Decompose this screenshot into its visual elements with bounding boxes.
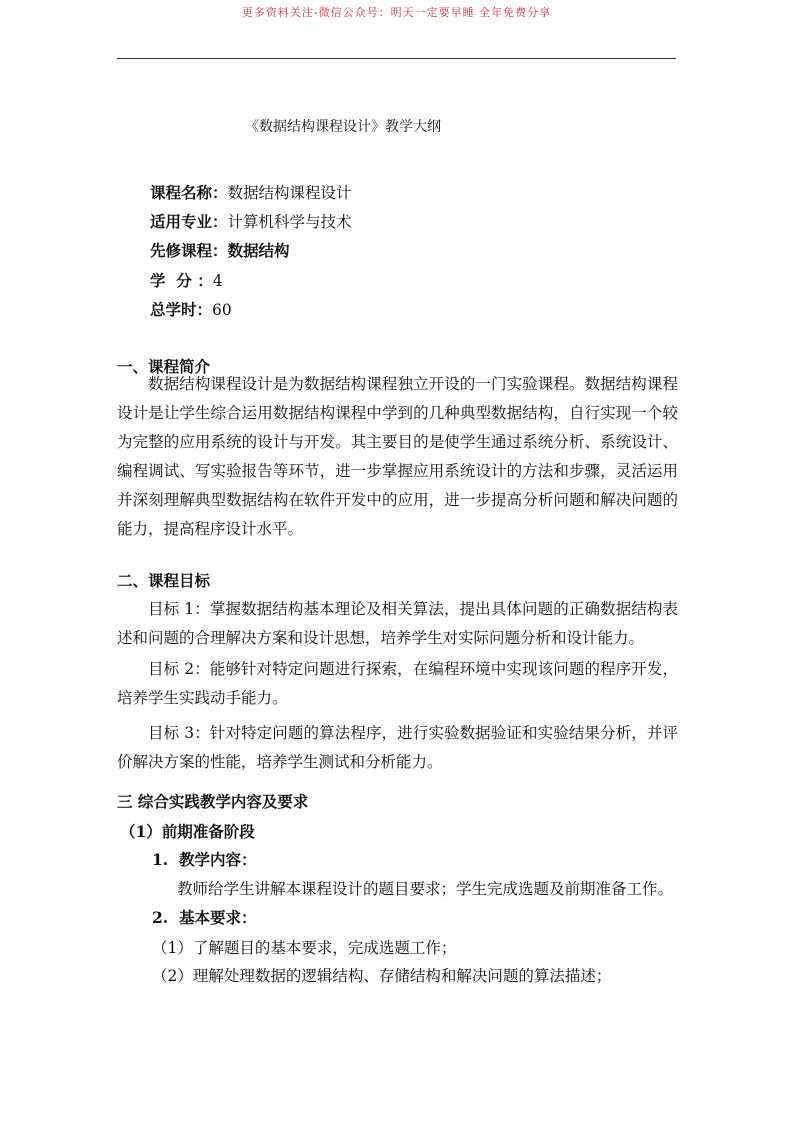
info-label: 学 分 ： [150,271,213,290]
requirement-item: （1）了解题目的基本要求，完成选题工作； [152,939,457,957]
info-label: 先修课程： [150,241,228,260]
goal-paragraph: 目标 3：针对特定问题的算法程序，进行实验数据验证和实验结果分析，并评价解决方案的性能，培养学生测试和分析能力。 [117,724,678,771]
document-title: 《数据结构课程设计》教学大纲 [245,119,441,135]
info-hours [150,298,232,320]
info-label: 适用专业： [150,212,228,231]
section-paragraph: 数据结构课程设计是为数据结构课程独立开设的一门实验课程。数据结构课程设计是让学生综合运用数据结构课程中学到的几种典型数据结构，自行实现一个较为完整的应用系统的设计与开发。其主要目的是使学生通过系统分析、系统设计、编程调试、写实验报告等环节，进一步掌握应用系统设计的方法和步骤，灵活运用并深刻理解典型数据结构在软件开发中的应用，进一步提高分析问题和解决问题的能力，提高程序设计水平。 [117,375,678,538]
section-heading: 三 综合实践教学内容及要求 [117,792,309,811]
info-value: 4 [212,272,223,290]
info-value: 60 [212,301,232,319]
section-heading: 一、课程简介 [117,357,211,376]
header-banner: 更多资料关注-微信公众号：明天一定要早睡 全年免费分享 [241,6,552,19]
info-prerequisite [150,239,290,261]
info-label: 课程名称： [150,183,228,202]
item-text: 教师给学生讲解本课程设计的题目要求；学生完成选题及前期准备工作。 [177,880,674,898]
info-label: 总学时： [150,300,213,319]
info-course-name [150,181,352,203]
header-divider [117,58,676,59]
item-label: 1. 教学内容： [152,850,257,869]
section-heading: 二、课程目标 [117,571,211,590]
info-major [150,210,352,232]
subsection-heading: （1）前期准备阶段 [120,822,255,841]
info-value: 数据结构课程设计 [227,184,352,202]
item-label: 2. 基本要求： [152,908,257,927]
goal-paragraph: 目标 2：能够针对特定问题进行探索，在编程环境中实现该问题的程序开发，培养学生实践动手能力。 [117,660,678,707]
info-credits [150,269,223,291]
requirement-item: （2）理解处理数据的逻辑结构、存储结构和解决问题的算法描述； [152,967,612,985]
info-value: 数据结构 [227,241,290,260]
goal-paragraph: 目标 1：掌握数据结构基本理论及相关算法，提出具体问题的正确数据结构表述和问题的合理解决方案和设计思想，培养学生对实际问题分析和设计能力。 [117,600,678,647]
info-value: 计算机科学与技术 [227,213,352,231]
